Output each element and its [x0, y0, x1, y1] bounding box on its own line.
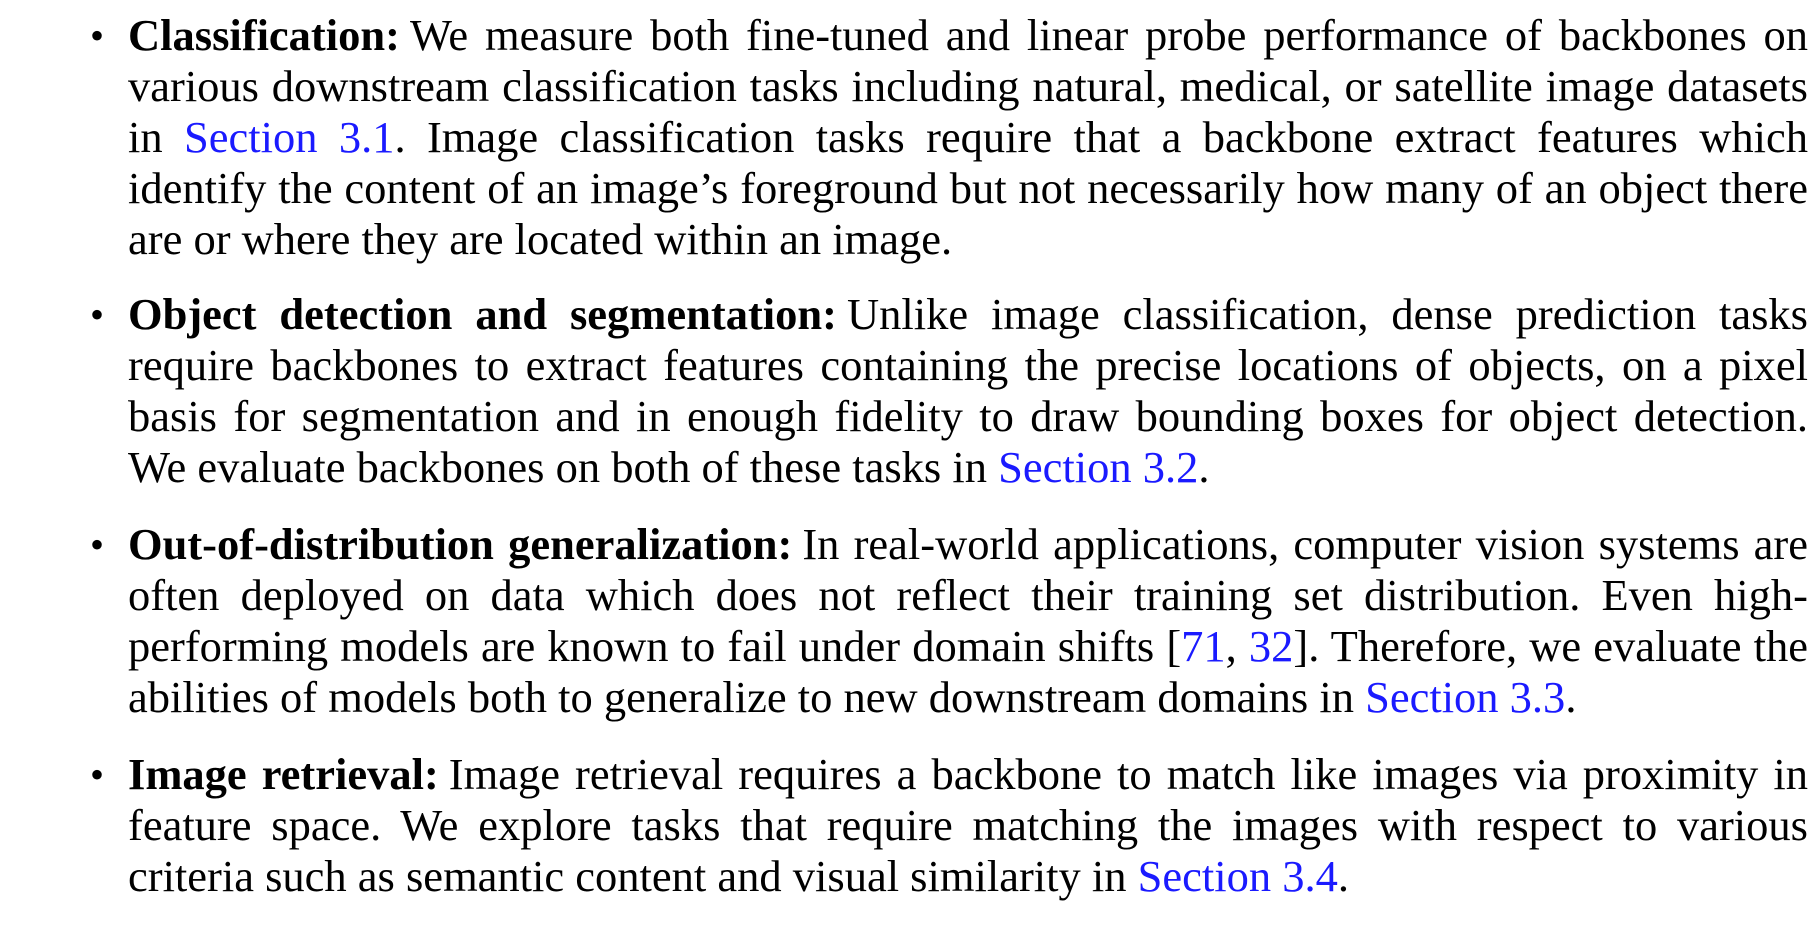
bullet-text: Unlike image classification, dense prediction tasks require backbones to extract features containing the precise locations of objects, on a pixel basis for segmentation and in enough fidelity to draw bounding boxes for object detection. We evaluate backbones on both of these tasks in	[128, 289, 1808, 492]
bullet-text: .	[1565, 672, 1577, 722]
bullet-text: .	[1198, 442, 1210, 492]
bullet-text: . Image classification tasks require that a backbone extract features which identify the content of an image’s foreground but not necessarily how many of an object there are or where they are located within an image.	[128, 112, 1808, 264]
bullet-title: Image retrieval:	[128, 749, 439, 799]
section-link[interactable]: Section 3.4	[1137, 851, 1338, 901]
bullet-dot-icon: •	[90, 522, 105, 567]
bullet-dot-icon: •	[90, 13, 105, 58]
bullet-dot-icon: •	[90, 292, 105, 337]
bullet-dot-icon: •	[90, 752, 105, 797]
bullet-title: Out-of-distribution generalization:	[128, 519, 793, 569]
bullet-detection-segmentation	[90, 289, 1808, 493]
bullet-image-retrieval	[90, 749, 1808, 902]
bullet-ood-generalization	[90, 519, 1808, 723]
citation-link[interactable]: 32	[1248, 621, 1294, 671]
bullet-text: Image retrieval requires a backbone to match like images via proximity in feature space. We explore tasks that require matching the images with respect to various criteria such as semantic content and visual similarity in	[128, 749, 1808, 901]
bullet-title: Classification:	[128, 10, 400, 60]
bullet-text: We measure both fine-tuned and linear probe performance of backbones on various downstream classification tasks including natural, medical, or satellite image datasets in	[128, 10, 1808, 162]
bullet-text: .	[1337, 851, 1349, 901]
bullet-text: ]. Therefore, we evaluate the abilities of models both to generalize to new downstream domains in	[128, 621, 1808, 722]
citation-link[interactable]: 71	[1181, 621, 1226, 671]
task-bullet-list	[90, 10, 1808, 926]
section-link[interactable]: Section 3.1	[184, 112, 395, 162]
bullet-classification	[90, 10, 1808, 265]
bullet-text: In real-world applications, computer vision systems are often deployed on data which does not reflect their training set distribution. Even high-performing models are known to fail under domain shifts [	[128, 519, 1808, 671]
bullet-title: Object detection and segmentation:	[128, 289, 837, 339]
citation-separator: ,	[1225, 621, 1249, 671]
section-link[interactable]: Section 3.2	[998, 442, 1199, 492]
section-link[interactable]: Section 3.3	[1365, 672, 1566, 722]
